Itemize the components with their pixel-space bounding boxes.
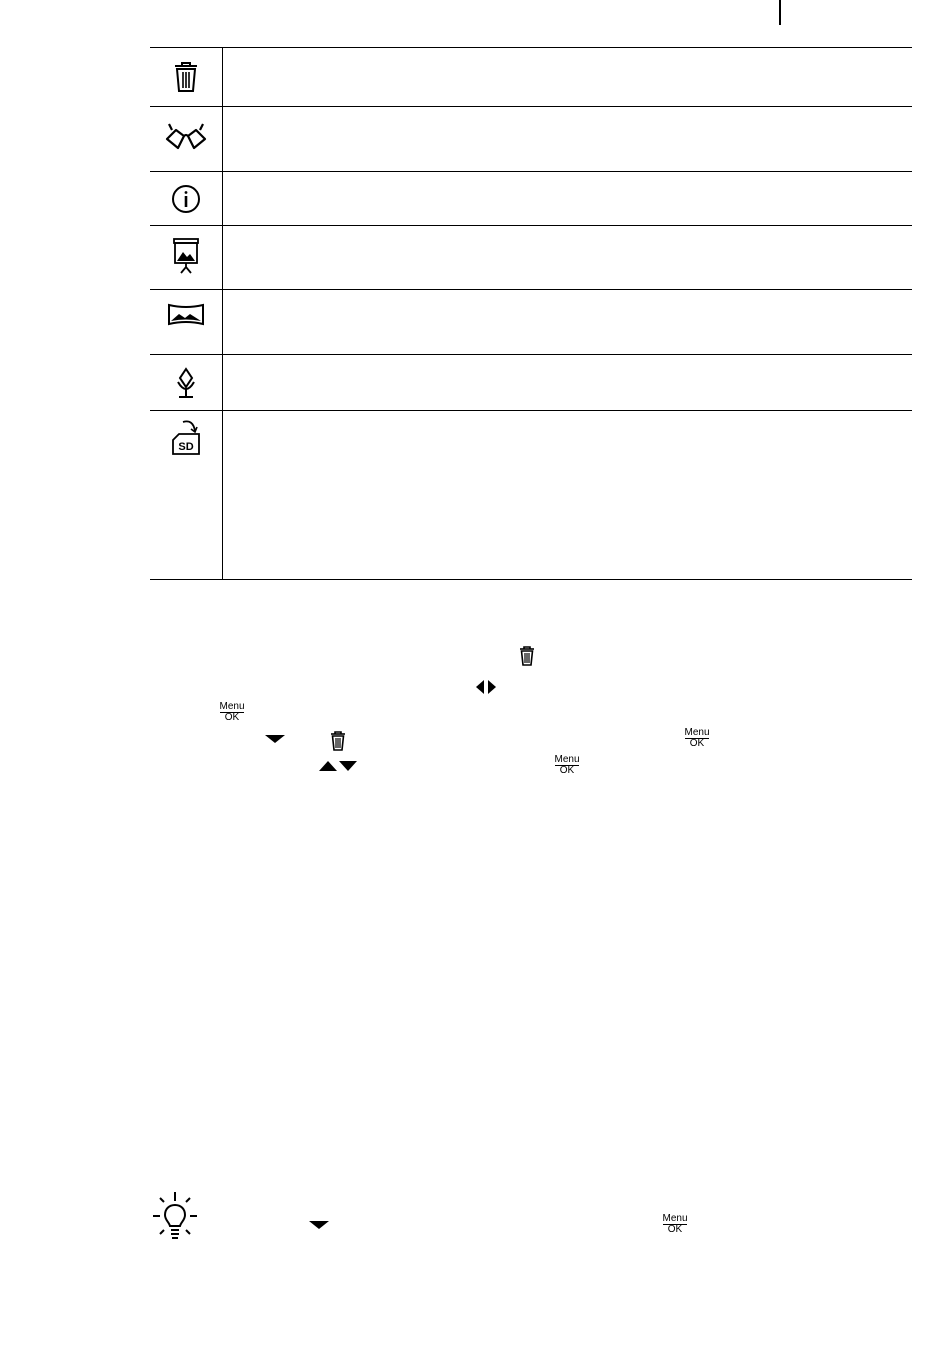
menu-ok-button-icon <box>219 702 245 722</box>
trash-icon <box>518 645 536 667</box>
description-cell <box>223 355 912 410</box>
icon-cell <box>150 172 223 225</box>
ok-label: OK <box>559 765 575 776</box>
svg-text:SD: SD <box>178 441 194 453</box>
sd-card-rotate-icon <box>169 418 203 458</box>
down-arrow-icon <box>308 1220 330 1230</box>
menu-ok-button-icon <box>684 728 710 748</box>
icon-cell <box>150 226 223 289</box>
menu-label: Menu <box>219 701 245 712</box>
icon-cell <box>150 411 223 579</box>
menu-ok-button-icon <box>662 1214 688 1234</box>
page-edge-rule <box>779 0 781 25</box>
up-down-arrows-icon <box>318 760 358 772</box>
menu-label: Menu <box>662 1213 688 1224</box>
panorama-icon <box>167 302 205 326</box>
left-right-arrows-icon <box>474 679 498 695</box>
menu-ok-button-icon <box>554 755 580 775</box>
icon-cell <box>150 290 223 354</box>
glasses-icon <box>164 121 208 151</box>
table-row <box>150 226 912 290</box>
description-cell <box>223 226 912 289</box>
lightbulb-icon <box>150 1190 200 1244</box>
ok-label: OK <box>224 712 240 723</box>
trash-icon <box>329 730 347 752</box>
table-row <box>150 107 912 172</box>
description-cell <box>223 172 912 225</box>
description-cell <box>223 48 912 106</box>
ok-label: OK <box>689 738 705 749</box>
icon-cell <box>150 355 223 410</box>
description-cell <box>223 411 912 579</box>
description-cell <box>223 290 912 354</box>
ok-label: OK <box>667 1224 683 1235</box>
table-row <box>150 48 912 107</box>
table-row <box>150 172 912 226</box>
info-icon <box>171 184 201 214</box>
description-cell <box>223 107 912 171</box>
table-row <box>150 411 912 580</box>
playback-icon-table <box>150 47 912 580</box>
trash-icon <box>172 61 200 93</box>
icon-cell <box>150 48 223 106</box>
slideshow-icon <box>171 237 201 275</box>
menu-label: Menu <box>554 754 580 765</box>
icon-cell <box>150 107 223 171</box>
menu-label: Menu <box>684 727 710 738</box>
down-arrow-icon <box>264 734 286 744</box>
microphone-icon <box>173 366 199 400</box>
table-row <box>150 355 912 411</box>
table-row <box>150 290 912 355</box>
